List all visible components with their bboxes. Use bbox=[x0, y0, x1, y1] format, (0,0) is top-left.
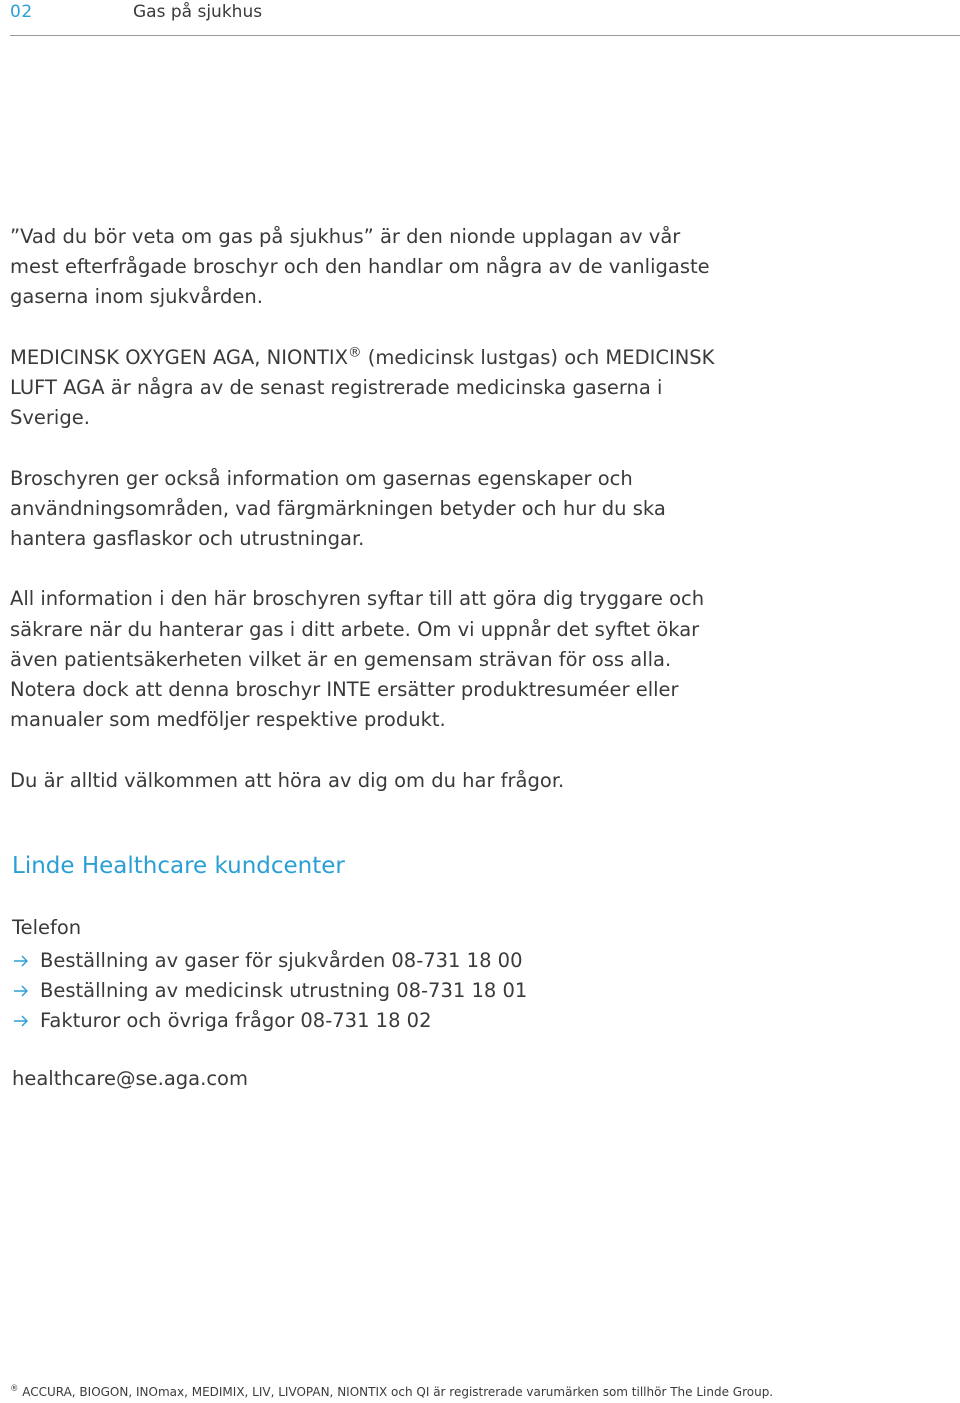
trademark-footnote bbox=[10, 1385, 773, 1399]
email-address[interactable]: healthcare@se.aga.com bbox=[12, 1067, 248, 1090]
phone-item bbox=[12, 1006, 527, 1036]
phone-item bbox=[12, 946, 527, 976]
phone-item-text: Beställning av gaser för sjukvården 08-731 18 00 bbox=[40, 949, 523, 972]
paragraph-safety: All information i den här broschyren syftar till att göra dig tryggare och säkrare när du hanterar gas i ditt arbete. Om vi uppnår det syftet ökar även patientsäkerheten vilket är en gemensam strävan för oss alla. Notera dock att denna broschyr INTE ersätter produktresuméer eller manualer som medföljer respektive produkt. bbox=[10, 587, 705, 732]
phone-item-text: Beställning av medicinsk utrustning 08-731 18 01 bbox=[40, 979, 528, 1003]
header-divider bbox=[10, 35, 960, 36]
document-title: Gas på sjukhus bbox=[133, 2, 263, 22]
arrow-right-icon bbox=[12, 984, 30, 998]
phone-item bbox=[12, 976, 527, 1006]
intro-text bbox=[10, 222, 730, 796]
page-header bbox=[0, 0, 960, 36]
arrow-right-icon bbox=[12, 954, 30, 968]
phone-item-text: Fakturor och övriga frågor 08-731 18 02 bbox=[40, 1009, 432, 1033]
page-number: 02 bbox=[10, 2, 33, 22]
phone-label: Telefon bbox=[12, 916, 82, 939]
footnote-symbol: ® bbox=[10, 1383, 19, 1393]
registered-trademark-symbol: ® bbox=[347, 344, 362, 361]
paragraph-registered-gases-start: MEDICINSK OXYGEN AGA, NIONTIX bbox=[10, 345, 348, 369]
phone-list bbox=[12, 946, 527, 1037]
contact-heading: Linde Healthcare kundcenter bbox=[12, 853, 345, 879]
paragraph-intro: ”Vad du bör veta om gas på sjukhus” är den nionde upplagan av vår mest efterfrågade broschyr och den handlar om några av de vanligaste gaserna inom sjukvården. bbox=[10, 225, 710, 309]
paragraph-contact-invite: Du är alltid välkommen att höra av dig om du har frågor. bbox=[10, 768, 565, 792]
arrow-right-icon bbox=[12, 1014, 30, 1028]
paragraph-registered-gases-end: (medicinsk lustgas) och MEDICINSK LUFT AGA är några av de senast registrerade medicinska gaserna i Sverige. bbox=[10, 345, 715, 430]
paragraph-brochure-info: Broschyren ger också information om gasernas egenskaper och användningsområden, vad färgmärkningen betyder och hur du ska hantera gasflaskor och utrustningar. bbox=[10, 466, 666, 550]
paragraph-registered-gases bbox=[10, 343, 730, 434]
footnote-text: ACCURA, BIOGON, INOmax, MEDIMIX, LIV, LIVOPAN, NIONTIX och QI är registrerade varumärken som tillhör The Linde Group. bbox=[18, 1385, 774, 1399]
